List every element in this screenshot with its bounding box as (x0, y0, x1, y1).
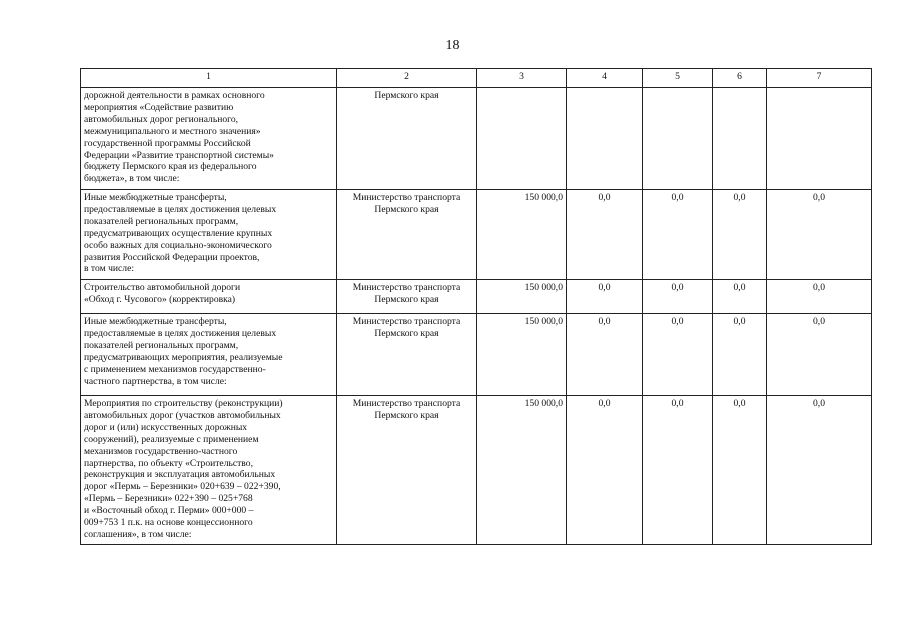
row-value-col6: 0,0 (713, 396, 767, 545)
row-value-col3: 150 000,0 (477, 280, 567, 314)
row-responsible: Министерство транспорта Пермского края (337, 280, 477, 314)
column-header: 4 (567, 69, 643, 88)
row-value-col5: 0,0 (643, 190, 713, 280)
row-value-col4 (567, 88, 643, 190)
row-description: Иные межбюджетные трансферты, предоставляемые в целях достижения целевых показателей региональных программ, предусматривающих мероприятия, реализуемые с применением механизмов государственно- частного партнерства, в том числе: (81, 314, 337, 396)
table-row (81, 396, 872, 545)
table-header-row (81, 69, 872, 88)
table-row (81, 190, 872, 280)
row-value-col6 (713, 88, 767, 190)
row-description: Строительство автомобильной дороги «Обход г. Чусового» (корректировка) (81, 280, 337, 314)
row-value-col7: 0,0 (767, 396, 872, 545)
table-row (81, 314, 872, 396)
row-description: Иные межбюджетные трансферты, предоставляемые в целях достижения целевых показателей региональных программ, предусматривающих осуществление крупных особо важных для социально-экономического развития Российской Федерации проектов, в том числе: (81, 190, 337, 280)
column-header: 3 (477, 69, 567, 88)
budget-table (80, 68, 872, 545)
row-value-col3: 150 000,0 (477, 396, 567, 545)
row-value-col5 (643, 88, 713, 190)
row-value-col4: 0,0 (567, 396, 643, 545)
column-header: 7 (767, 69, 872, 88)
column-header: 2 (337, 69, 477, 88)
row-responsible: Министерство транспорта Пермского края (337, 314, 477, 396)
column-header: 1 (81, 69, 337, 88)
row-value-col6: 0,0 (713, 190, 767, 280)
column-header: 6 (713, 69, 767, 88)
row-responsible: Пермского края (337, 88, 477, 190)
row-value-col4: 0,0 (567, 190, 643, 280)
page-number: 18 (445, 38, 460, 53)
column-header: 5 (643, 69, 713, 88)
row-value-col7: 0,0 (767, 190, 872, 280)
row-value-col7 (767, 88, 872, 190)
row-description: дорожной деятельности в рамках основного мероприятия «Содействие развитию автомобильных дорог регионального, межмуниципального и местного значения» государственной программы Российской Федерации «Развитие транспортной системы» бюджету Пермского края из федерального бюджета», в том числе: (81, 88, 337, 190)
row-description: Мероприятия по строительству (реконструкции) автомобильных дорог (участков автомобильных дорог и (или) искусственных дорожных сооружений), реализуемые с применением механизмов государственно-частного партнерства, по объекту «Строительство, реконструкция и эксплуатация автомобильных дорог «Пермь – Березники» 020+639 – 022+390, «Пермь – Березники» 022+390 – 025+768 и «Восточный обход г. Перми» 000+000 – 009+753 1 п.к. на основе концессионного соглашения», в том числе: (81, 396, 337, 545)
table-row (81, 88, 872, 190)
row-value-col4: 0,0 (567, 280, 643, 314)
row-value-col3: 150 000,0 (477, 190, 567, 280)
table-row (81, 280, 872, 314)
row-responsible: Министерство транспорта Пермского края (337, 396, 477, 545)
row-responsible: Министерство транспорта Пермского края (337, 190, 477, 280)
row-value-col6: 0,0 (713, 314, 767, 396)
row-value-col5: 0,0 (643, 396, 713, 545)
row-value-col7: 0,0 (767, 314, 872, 396)
row-value-col4: 0,0 (567, 314, 643, 396)
row-value-col5: 0,0 (643, 280, 713, 314)
row-value-col6: 0,0 (713, 280, 767, 314)
row-value-col3 (477, 88, 567, 190)
row-value-col5: 0,0 (643, 314, 713, 396)
row-value-col7: 0,0 (767, 280, 872, 314)
row-value-col3: 150 000,0 (477, 314, 567, 396)
